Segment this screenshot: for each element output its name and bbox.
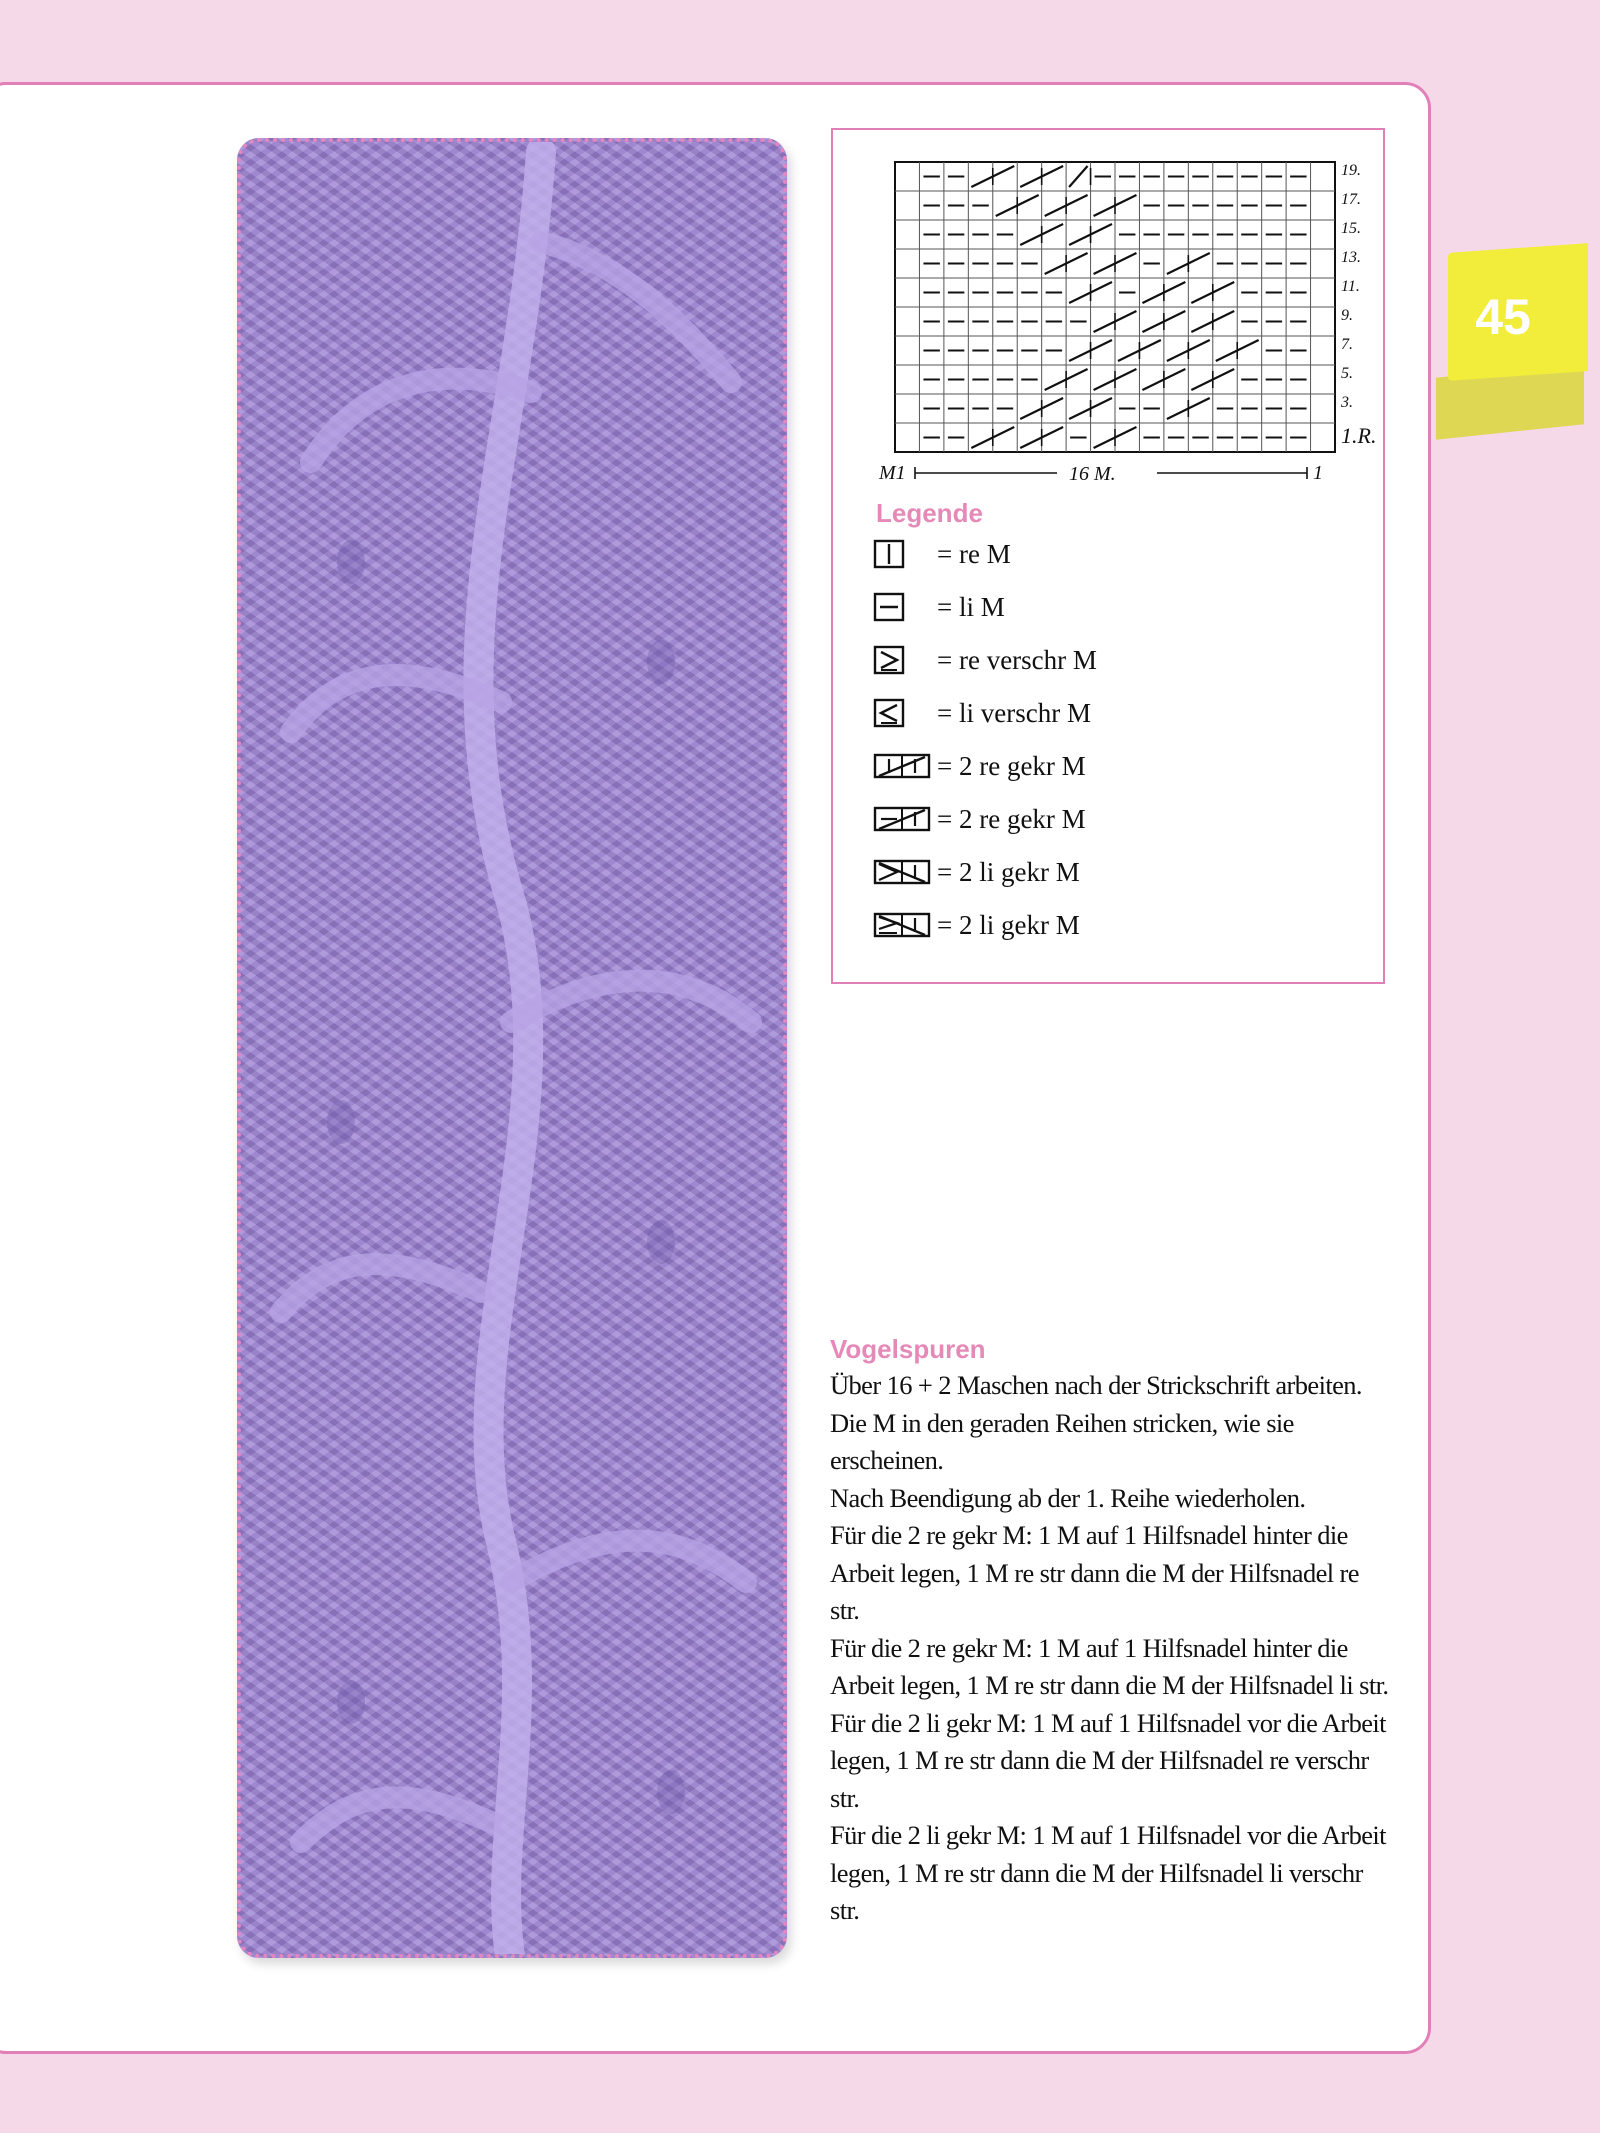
chart-right-margin: 1 [1313, 462, 1323, 484]
legend-item: = li M [873, 587, 1005, 627]
legend-item: = 2 li gekr M [873, 905, 1080, 945]
legend-item: = 2 li gekr M [873, 852, 1080, 892]
instruction-paragraph: Die M in den geraden Reihen stricken, wie sie erscheinen. [830, 1407, 1294, 1475]
instruction-paragraph: Nach Beendigung ab der 1. Reihe wiederholen. [830, 1482, 1306, 1513]
knitting-chart [857, 156, 1377, 486]
page-number: 45 [1475, 289, 1531, 345]
row-label: 1.R. [1341, 423, 1377, 448]
purl-stitch-icon [873, 592, 907, 622]
right-cross-knit-icon [873, 751, 933, 781]
left-cross-purl-icon [873, 910, 933, 940]
left-cross-knit-icon [873, 857, 933, 887]
legend-title: Legende [876, 498, 983, 528]
instruction-paragraph: Über 16 + 2 Maschen nach der Strickschrift arbeiten. [830, 1370, 1362, 1400]
pattern-instructions [830, 1367, 1390, 1930]
row-label: 19. [1341, 162, 1361, 179]
instruction-paragraph: Für die 2 re gekr M: 1 M auf 1 Hilfsnadel hinter die Arbeit legen, 1 M re str dann die M der Hilfsnadel re str. [830, 1520, 1359, 1625]
legend-item: = li verschr M [873, 693, 1091, 733]
row-label: 15. [1341, 220, 1361, 237]
knit-swatch-image [237, 138, 787, 1958]
instruction-paragraph: Für die 2 li gekr M: 1 M auf 1 Hilfsnadel vor die Arbeit legen, 1 M re str dann die M der Hilfsnadel re verschr str. [830, 1707, 1386, 1813]
chart-grid-line [1069, 166, 1087, 187]
row-label: 17. [1341, 191, 1361, 208]
legend-item: = re verschr M [873, 640, 1097, 680]
row-label: 5. [1341, 365, 1353, 382]
knit-stitch-icon [873, 539, 907, 569]
row-label: 3. [1341, 394, 1353, 411]
row-label: 13. [1341, 249, 1361, 266]
pattern-title: Vogelspuren [830, 1334, 986, 1364]
legend-item: = 2 re gekr M [873, 799, 1086, 839]
chart-legend-panel [831, 128, 1385, 984]
row-label: 11. [1341, 278, 1360, 295]
row-label: 7. [1341, 336, 1353, 353]
right-twist-icon [873, 645, 907, 675]
chart-left-margin: M1 [879, 462, 906, 484]
instruction-paragraph: Für die 2 li gekr M: 1 M auf 1 Hilfsnadel vor die Arbeit legen, 1 M re str dann die M der Hilfsnadel li verschr str. [830, 1820, 1386, 1925]
legend-item: = 2 re gekr M [873, 746, 1086, 786]
right-cross-purl-icon [873, 804, 933, 834]
left-twist-icon [873, 698, 907, 728]
row-label: 9. [1341, 307, 1353, 324]
instruction-paragraph: Für die 2 re gekr M: 1 M auf 1 Hilfsnadel hinter die Arbeit legen, 1 M re str dann die M der Hilfsnadel li str. [830, 1632, 1389, 1700]
chart-stitch-count: 16 M. [1069, 463, 1116, 485]
legend-item: = re M [873, 534, 1011, 574]
